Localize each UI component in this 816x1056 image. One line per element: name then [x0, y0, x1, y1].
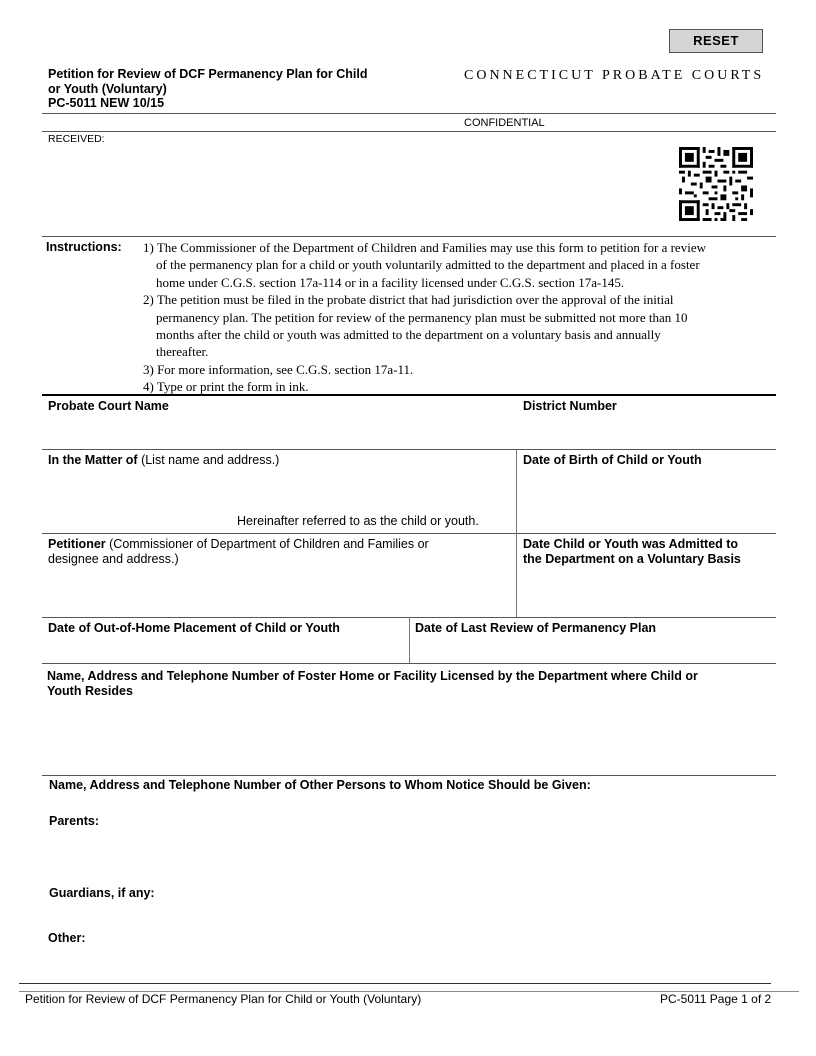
- court-name: CONNECTICUT PROBATE COURTS: [464, 68, 765, 83]
- divider: [42, 394, 776, 396]
- district-number-field[interactable]: District Number: [523, 399, 617, 413]
- hereinafter-note: Hereinafter referred to as the child or youth.: [237, 514, 479, 528]
- divider: [42, 663, 776, 664]
- date-of-birth-field[interactable]: Date of Birth of Child or Youth: [523, 453, 702, 467]
- divider: [409, 617, 410, 663]
- instruction-line: months after the child or youth was admitted to the department on a voluntary basis and annually: [156, 327, 661, 342]
- instruction-line: 2) The petition must be filed in the probate district that had jurisdiction over the approval of the initial: [143, 292, 674, 308]
- date-admitted-field[interactable]: [523, 537, 741, 567]
- footer-divider: [19, 983, 771, 984]
- other-persons-heading: Name, Address and Telephone Number of Other Persons to Whom Notice Should be Given:: [49, 778, 591, 792]
- petitioner-note-line2: designee and address.): [48, 552, 179, 566]
- in-the-matter-of-field[interactable]: [48, 453, 279, 468]
- date-admitted-line1: Date Child or Youth was Admitted to: [523, 537, 739, 551]
- received-label: RECEIVED:: [48, 133, 105, 145]
- foster-home-line2: Youth Resides: [47, 684, 133, 698]
- divider: [42, 533, 776, 534]
- parents-field[interactable]: Parents:: [49, 814, 100, 828]
- instruction-line: home under C.G.S. section 17a-114 or in a facility licensed under C.G.S. section 17a-145.: [156, 274, 625, 290]
- instruction-line: thereafter.: [156, 344, 209, 360]
- form-number: PC-5011 NEW 10/15: [48, 96, 165, 110]
- qr-code-icon: [679, 147, 753, 221]
- foster-home-line1: Name, Address and Telephone Number of Foster Home or Facility Licensed by the Department where Child or: [47, 669, 698, 683]
- reset-button[interactable]: RESET: [669, 29, 763, 53]
- confidential-label: CONFIDENTIAL: [464, 117, 545, 129]
- divider: [42, 449, 776, 450]
- divider: [516, 449, 517, 617]
- divider: [42, 113, 776, 114]
- form-title: [48, 67, 368, 111]
- instructions-heading: Instructions:: [46, 240, 122, 254]
- date-admitted-line2: the Department on a Voluntary Basis: [523, 552, 741, 566]
- petitioner-field[interactable]: [48, 537, 488, 567]
- form-title-line1: Petition for Review of DCF Permanency Plan for Child: [48, 67, 368, 81]
- footer-page-number: PC-5011 Page 1 of 2: [660, 992, 772, 1006]
- guardians-field[interactable]: Guardians, if any:: [49, 886, 155, 900]
- instruction-line: of the permanency plan for a child or youth voluntarily admitted to the department and placed in a foster: [156, 257, 700, 273]
- petitioner-note: (Commissioner of Department of Children and Families or: [105, 537, 429, 551]
- instruction-line: 3) For more information, see C.G.S. section 17a-11.: [143, 361, 414, 377]
- probate-court-name-field[interactable]: Probate Court Name: [48, 399, 169, 413]
- instruction-line: 1) The Commissioner of the Department of Children and Families may use this form to petition for a review: [143, 240, 706, 255]
- petitioner-label: Petitioner: [48, 537, 106, 551]
- divider: [42, 131, 776, 132]
- instruction-line: permanency plan. The petition for review of the permanency plan must be submitted not more than 10: [156, 309, 688, 325]
- in-the-matter-of-note: (List name and address.): [137, 453, 280, 467]
- divider: [42, 236, 776, 237]
- divider: [42, 775, 776, 776]
- form-title-line2: or Youth (Voluntary): [48, 81, 167, 96]
- instructions-list: [143, 239, 783, 395]
- foster-home-field[interactable]: [47, 669, 698, 699]
- footer-title: Petition for Review of DCF Permanency Plan for Child or Youth (Voluntary): [25, 992, 422, 1006]
- other-field[interactable]: Other:: [48, 931, 86, 945]
- date-placement-field[interactable]: Date of Out-of-Home Placement of Child or Youth: [48, 621, 340, 635]
- in-the-matter-of-label: In the Matter of: [48, 453, 138, 467]
- date-last-review-field[interactable]: Date of Last Review of Permanency Plan: [415, 621, 657, 635]
- instruction-line: 4) Type or print the form in ink.: [143, 379, 309, 395]
